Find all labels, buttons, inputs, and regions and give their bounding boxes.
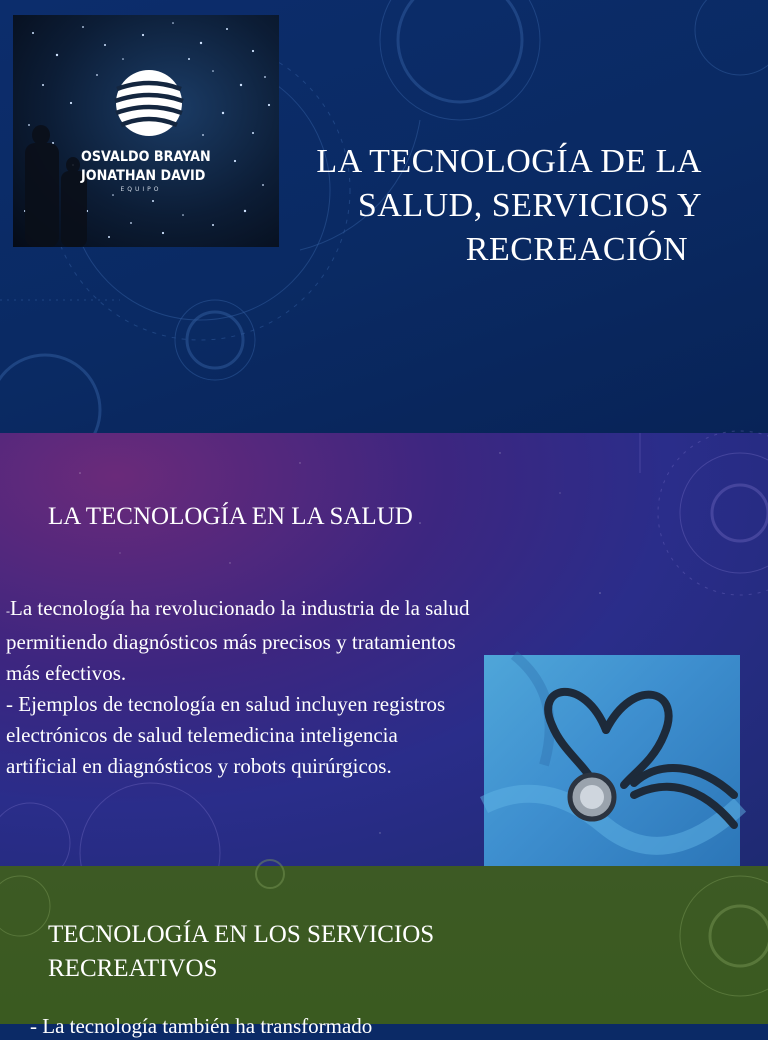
slide-recreation [0, 866, 768, 1038]
starfield-graphic [13, 15, 279, 247]
slide-title [0, 0, 768, 433]
team-member-1: OSVALDO BRAYAN [81, 149, 211, 165]
globe-logo-icon [115, 70, 183, 136]
paragraph-1 [6, 593, 474, 689]
paragraph-1-dash: - [6, 604, 10, 618]
section-heading-health: LA TECNOLOGÍA EN LA SALUD [48, 503, 413, 530]
title-line-2: SALUD, SERVICIOS Y [357, 187, 702, 224]
team-logo-image [13, 15, 279, 247]
team-names [81, 148, 221, 194]
title-line-1: LA TECNOLOGÍA DE LA [316, 143, 702, 180]
paragraph-2: - Ejemplos de tecnología en salud incluyen registros electrónicos de salud telemedicina inteligencia artificial en diagnósticos y robots quirúrgicos. [6, 692, 446, 778]
title-line-3: RECREACIÓN [465, 231, 688, 268]
stethoscope-heart-icon [484, 655, 740, 866]
team-label: EQUIPO [120, 186, 162, 193]
recreation-body-text: - La tecnología también ha transformado [30, 1014, 373, 1038]
paragraph-1-text: La tecnología ha revolucionado la industria de la salud permitiendo diagnósticos más precisos y tratamientos más efectivos. [6, 596, 470, 685]
presentation-title [270, 140, 702, 272]
health-body-text [6, 593, 474, 782]
team-member-2: JONATHAN DAVID [81, 168, 206, 184]
section-heading-recreation: TECNOLOGÍA EN LOS SERVICIOS RECREATIVOS [48, 921, 435, 982]
stethoscope-photo [484, 655, 740, 866]
slide-health [0, 433, 768, 866]
